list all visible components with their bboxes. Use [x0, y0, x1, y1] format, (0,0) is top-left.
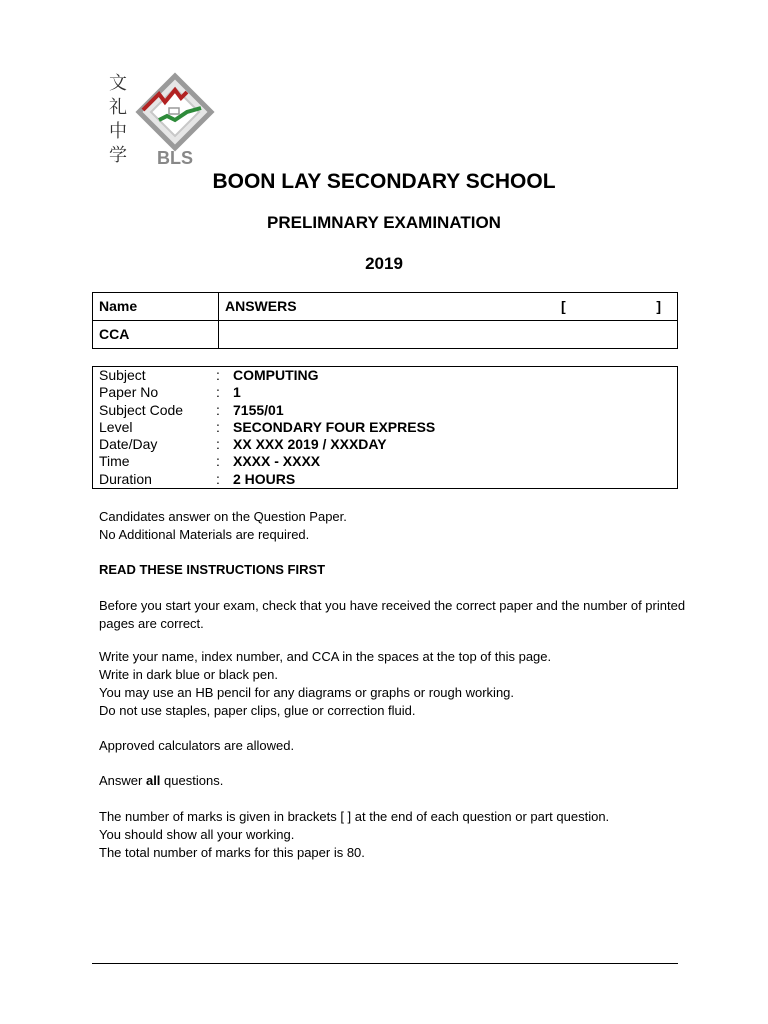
- info-value: 7155/01: [233, 401, 284, 418]
- cca-field[interactable]: [219, 321, 678, 349]
- bracket-open: [: [561, 298, 566, 314]
- cca-label: CCA: [93, 321, 219, 349]
- candidate-table: [92, 292, 678, 349]
- info-colon: :: [216, 470, 220, 487]
- chinese-char: 中: [109, 121, 127, 142]
- name-value: ANSWERS: [225, 298, 297, 314]
- info-row: [93, 367, 678, 385]
- instruction-line: You may use an HB pencil for any diagrams or graphs or rough working.: [99, 685, 515, 700]
- instruction-line: Do not use staples, paper clips, glue or correction fluid.: [99, 703, 416, 718]
- info-colon: :: [216, 418, 220, 435]
- info-value: XXXX - XXXX: [233, 453, 321, 470]
- answer-all-bold: all: [145, 773, 161, 788]
- info-label: Paper No: [99, 384, 159, 401]
- exam-info-table: [92, 366, 678, 489]
- bls-emblem-text: BLS: [157, 148, 193, 168]
- chinese-school-name: [105, 72, 131, 168]
- instruction-line: The total number of marks for this paper is 80.: [99, 845, 365, 860]
- footer-divider: [92, 963, 678, 964]
- info-value: SECONDARY FOUR EXPRESS: [233, 418, 436, 435]
- instructions-heading: READ THESE INSTRUCTIONS FIRST: [99, 562, 326, 577]
- materials-note: [99, 508, 689, 544]
- info-label: Subject: [99, 367, 146, 383]
- info-value: COMPUTING: [233, 367, 319, 383]
- info-colon: :: [216, 453, 220, 470]
- info-label: Subject Code: [99, 401, 184, 418]
- exam-year: 2019: [365, 254, 403, 273]
- info-row: [93, 419, 678, 436]
- instruction-calculators: Approved calculators are allowed.: [99, 738, 295, 753]
- info-row: [93, 384, 678, 401]
- instruction-line: Write your name, index number, and CCA in the spaces at the top of this page.: [99, 649, 552, 664]
- info-value: XX XXX 2019 / XXXDAY: [233, 436, 387, 453]
- instruction-line: No Additional Materials are required.: [99, 527, 310, 542]
- answer-post: questions.: [160, 773, 224, 788]
- info-row: [93, 471, 678, 489]
- answer-pre: Answer: [99, 773, 146, 788]
- bls-emblem-icon: [135, 72, 215, 168]
- school-logo: [105, 72, 215, 168]
- cca-row: [93, 321, 678, 349]
- info-colon: :: [216, 384, 220, 401]
- info-row: [93, 453, 678, 470]
- instruction-line: You should show all your working.: [99, 827, 295, 842]
- info-colon: :: [216, 401, 220, 418]
- instruction-para-writing: [99, 648, 689, 720]
- instruction-line: Write in dark blue or black pen.: [99, 667, 278, 682]
- exam-title: PRELIMNARY EXAMINATION: [267, 213, 501, 232]
- school-name: BOON LAY SECONDARY SCHOOL: [212, 170, 556, 193]
- chinese-char: 礼: [109, 97, 127, 118]
- name-row: [93, 293, 678, 321]
- instruction-line: Candidates answer on the Question Paper.: [99, 509, 347, 524]
- info-value: 2 HOURS: [233, 470, 296, 487]
- bracket-close: ]: [656, 298, 661, 314]
- info-label: Time: [99, 453, 130, 470]
- info-row: [93, 436, 678, 453]
- name-label: Name: [93, 293, 219, 321]
- info-label: Level: [99, 418, 133, 435]
- instruction-answer-all: [99, 772, 689, 790]
- index-number-bracket[interactable]: [561, 298, 661, 314]
- instruction-para-marks: [99, 808, 689, 862]
- info-colon: :: [216, 436, 220, 453]
- name-field[interactable]: [219, 293, 678, 321]
- chinese-char: 学: [109, 145, 127, 166]
- instruction-para-check: Before you start your exam, check that you have received the correct paper and the number of printed pages are correct.: [99, 598, 686, 631]
- info-value: 1: [233, 384, 241, 401]
- chinese-char: 文: [109, 73, 127, 94]
- info-label: Date/Day: [99, 436, 158, 453]
- info-row: [93, 402, 678, 419]
- info-label: Duration: [99, 470, 152, 487]
- info-colon: :: [216, 367, 220, 383]
- instruction-line: The number of marks is given in brackets [ ] at the end of each question or part question.: [99, 809, 610, 824]
